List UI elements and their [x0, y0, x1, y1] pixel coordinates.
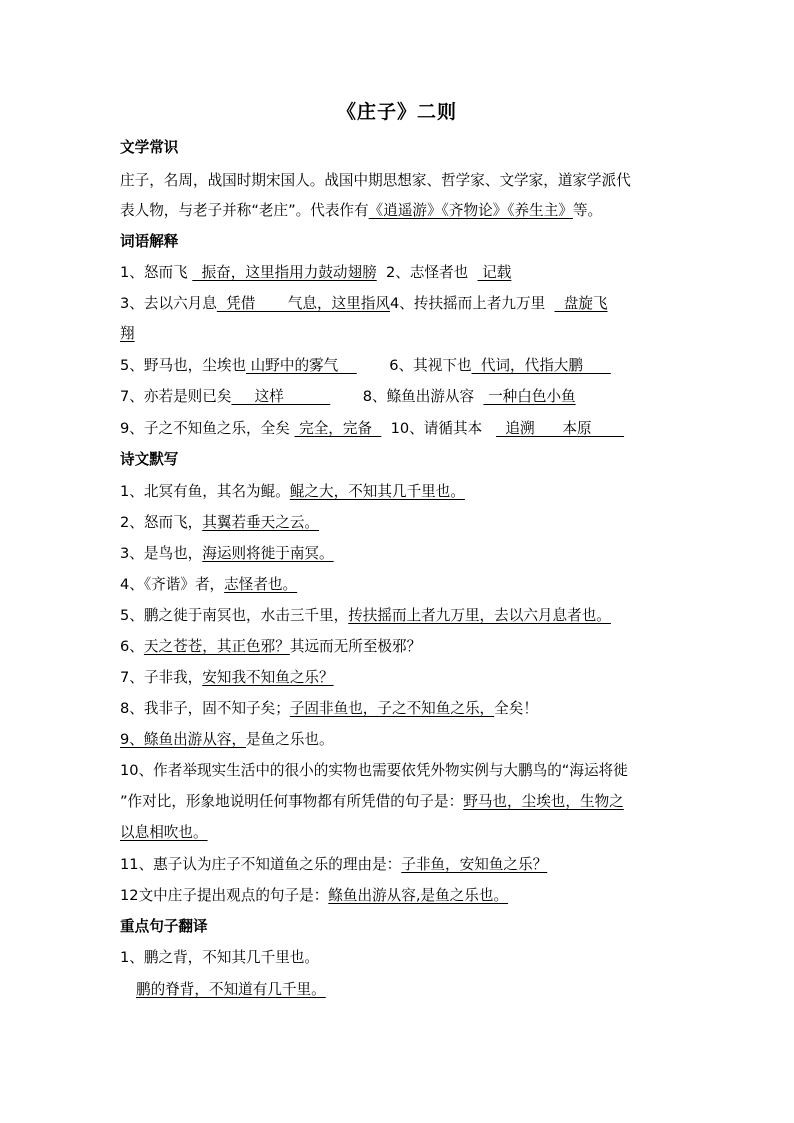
recitation-item: 2、怒而飞，其翼若垂天之云。: [120, 514, 320, 531]
answer-underline: 鹏的脊背，不知道有几千里。: [136, 981, 326, 998]
recitation-item: 8、我非子，固不知子矣；子固非鱼也，子之不知鱼之乐，全矣！: [120, 700, 538, 717]
vocab-row-continued: [120, 323, 680, 345]
answer-underline: 9、鲦鱼出游从容，: [120, 731, 247, 748]
answer-underline: 凭借 气息，这里指风: [216, 295, 390, 312]
recitation-item: 12文中庄子提出观点的句子是：鲦鱼出游从容,是鱼之乐也。: [120, 887, 509, 904]
section-heading-translation: 重点句子翻译: [120, 918, 208, 935]
recitation-item-line: [120, 822, 680, 844]
answer-underline: 其翼若垂天之云。: [202, 514, 320, 531]
answer-underline: 天之苍苍，其正色邪？: [143, 638, 290, 655]
answer-underline: 鲲之大，不知其几千里也。: [289, 483, 465, 500]
translation-answer: [136, 979, 696, 1001]
answer-underline: 安知我不知鱼之乐？: [202, 669, 334, 686]
recitation-item: 6、天之苍苍，其正色邪？其远而无所至极邪？: [120, 638, 422, 655]
answer-underline: 野马也，尘埃也，生物之: [463, 793, 624, 810]
answer-underline: 山野中的雾气: [246, 357, 357, 374]
recitation-item: 7、子非我，安知我不知鱼之乐？: [120, 669, 334, 686]
recitation-item: 1、北冥有鱼，其名为鲲。鲲之大，不知其几千里也。: [120, 483, 465, 500]
vocab-row: 3、去以六月息 凭借 气息，这里指风4、抟扶摇而上者九万里 盘旋飞: [120, 295, 608, 312]
vocab-row: 9、子之不知鱼之乐，全矣 完全，完备 10、请循其本 追溯 本原: [120, 420, 625, 437]
recitation-item: 9、鲦鱼出游从容，是鱼之乐也。: [120, 731, 334, 748]
vocab-row: 1、怒而飞 振奋，这里指用力鼓动翅膀 2、志怪者也 记载: [120, 264, 512, 281]
answer-underline: 志怪者也。: [224, 576, 298, 593]
answer-underline: 翔: [120, 325, 135, 342]
recitation-item: 5、鹏之徙于南冥也，水击三千里，抟扶摇而上者九万里，去以六月息者也。: [120, 607, 611, 624]
recitation-item-line: 10、作者举现实生活中的很小的实物也需要依凭外物实例与大鹏鸟的“海运将徙: [120, 762, 628, 779]
answer-underline: 这样: [231, 388, 331, 405]
paragraph-line: 表人物，与老子并称“老庄”。代表作有《逍遥游》《齐物论》《养生主》等。: [120, 202, 603, 219]
answer-underline: 海运则将徙于南冥。: [202, 545, 334, 562]
vocab-row: 5、野马也，尘埃也 山野中的雾气 6、其视下也 代词，代指大鹏: [120, 357, 611, 374]
section-heading-vocabulary: 词语解释: [120, 233, 179, 250]
answer-underline: 代词，代指大鹏: [471, 357, 611, 374]
page-title: 《庄子》二则: [336, 101, 457, 123]
answer-underline: 子固非鱼也，子之不知鱼之乐，: [289, 700, 495, 717]
paragraph-line: 庄子，名周，战国时期宋国人。战国中期思想家、哲学家、文学家，道家学派代: [120, 172, 631, 189]
vocab-row: 7、亦若是则已矣 这样 8、鲦鱼出游从容 一种白色小鱼: [120, 388, 576, 405]
answer-underline: 子非鱼，安知鱼之乐？: [401, 856, 548, 873]
recitation-item-line: ”作对比，形象地说明任何事物都有所凭借的句子是：野马也，尘埃也，生物之: [120, 793, 624, 810]
answer-underline: 完全，完备: [294, 420, 382, 437]
answer-underline: 盘旋飞: [554, 295, 608, 312]
section-heading-recitation: 诗文默写: [120, 451, 179, 468]
answer-underline: 《逍遥游》《齐物论》《养生主》: [368, 202, 573, 219]
recitation-item: 3、是鸟也，海运则将徙于南冥。: [120, 545, 334, 562]
answer-underline: 记载: [477, 264, 512, 281]
answer-underline: 抟扶摇而上者九万里，去以六月息者也。: [348, 607, 611, 624]
answer-underline: 鲦鱼出游从容,是鱼之乐也。: [328, 887, 509, 904]
answer-underline: 以息相吹也。: [120, 824, 208, 841]
answer-underline: 追溯 本原: [496, 420, 625, 437]
translation-item: 1、鹏之背，不知其几千里也。: [120, 949, 320, 966]
answer-underline: 振奋，这里指用力鼓动翅膀: [192, 264, 377, 281]
section-heading-literary-knowledge: 文学常识: [120, 139, 179, 156]
recitation-item: 4、《齐谐》者，志怪者也。: [120, 576, 298, 593]
recitation-item: 11、惠子认为庄子不知道鱼之乐的理由是：子非鱼，安知鱼之乐？: [120, 856, 548, 873]
answer-underline: 一种白色小鱼: [483, 388, 576, 405]
